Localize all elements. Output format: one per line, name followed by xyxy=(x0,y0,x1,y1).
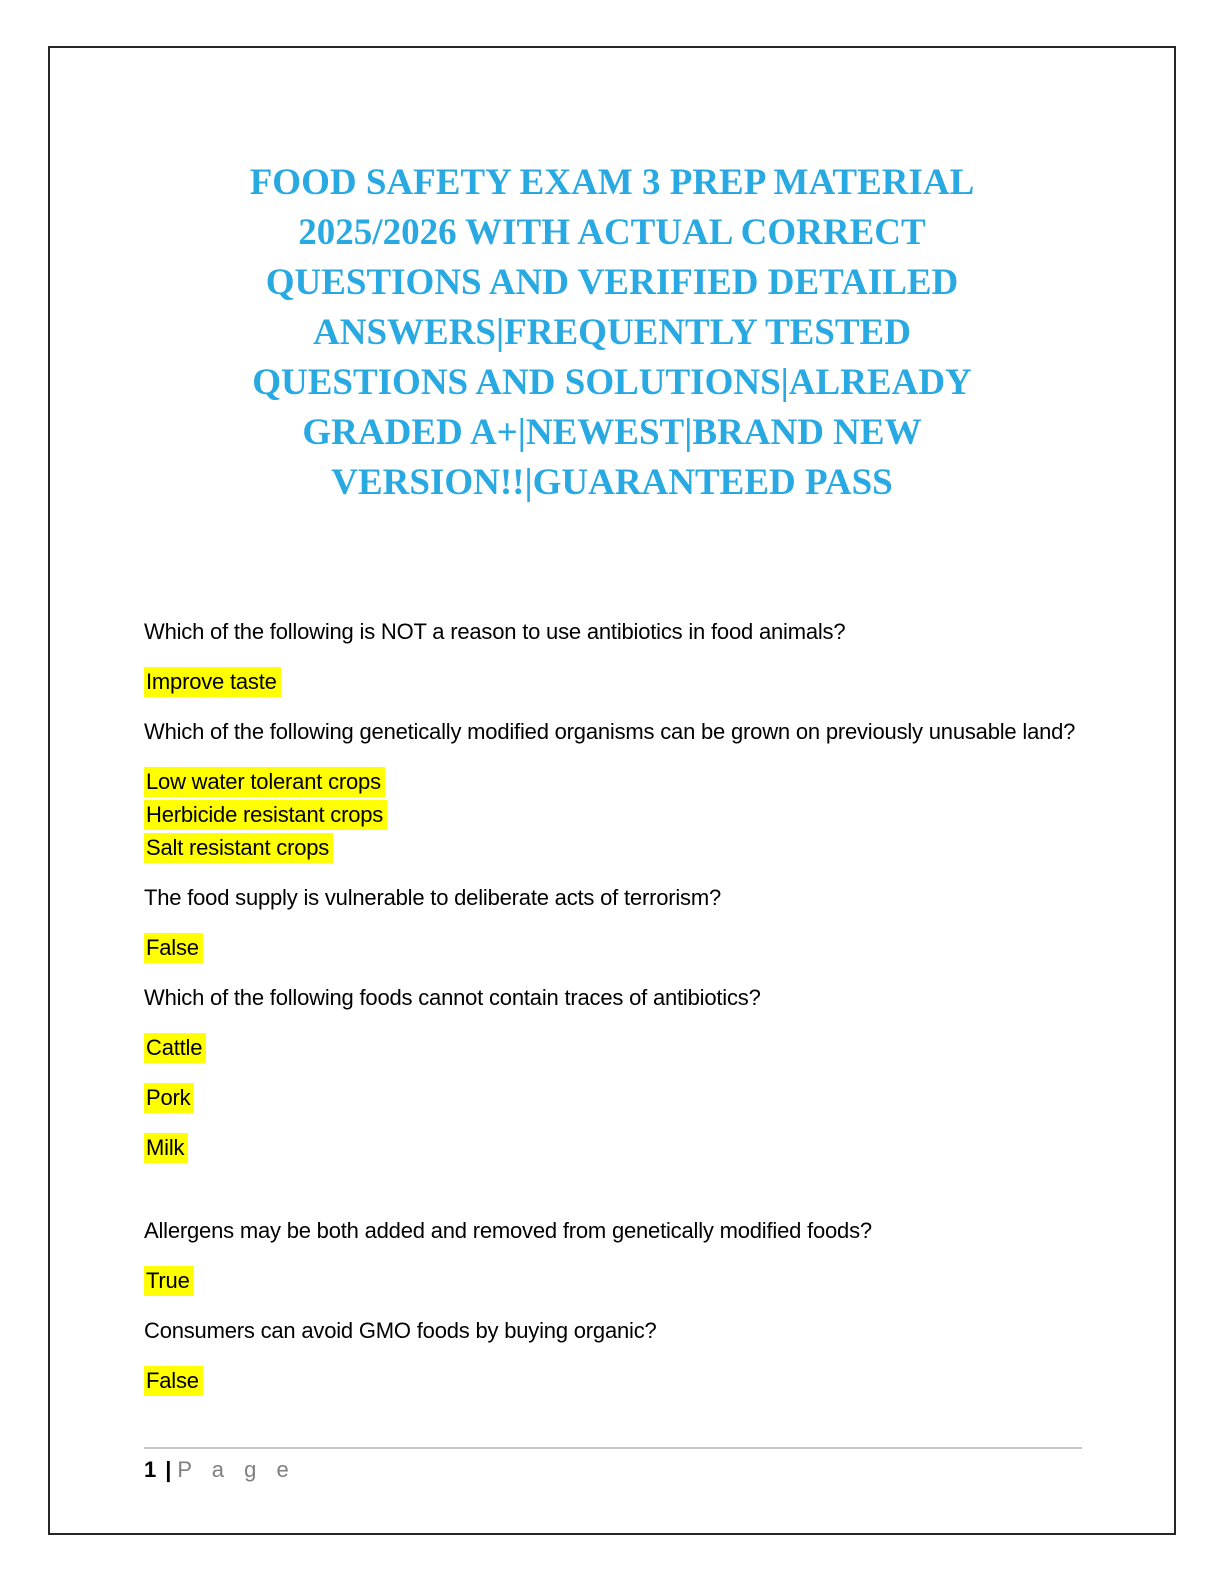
highlighted-answer: False xyxy=(144,933,203,963)
highlighted-answer: True xyxy=(144,1266,194,1296)
answer-line xyxy=(144,798,1080,831)
highlighted-answer: Improve taste xyxy=(144,667,281,697)
question-text: Allergens may be both added and removed from genetically modified foods? xyxy=(144,1218,872,1243)
answer-line xyxy=(144,1031,1080,1064)
highlighted-answer: Salt resistant crops xyxy=(144,833,333,863)
title-line: ANSWERS|FREQUENTLY TESTED xyxy=(313,312,911,353)
answer-line xyxy=(144,1364,1080,1397)
question-text: Which of the following foods cannot contain traces of antibiotics? xyxy=(144,985,761,1010)
page-number: 1 xyxy=(144,1457,157,1482)
title-line: QUESTIONS AND SOLUTIONS|ALREADY xyxy=(252,362,972,403)
answer-line xyxy=(144,831,1080,864)
question-text: The food supply is vulnerable to deliberate acts of terrorism? xyxy=(144,885,722,910)
question-text: Which of the following genetically modified organisms can be grown on previously unusable land? xyxy=(144,719,1076,744)
question-answer-list xyxy=(144,615,1080,1414)
document-title xyxy=(122,158,1102,508)
answer-line xyxy=(144,1264,1080,1297)
highlighted-answer: Herbicide resistant crops xyxy=(144,800,387,830)
title-line: QUESTIONS AND VERIFIED DETAILED xyxy=(265,262,959,303)
highlighted-answer: Milk xyxy=(144,1133,188,1163)
highlighted-answer: Low water tolerant crops xyxy=(144,767,385,797)
highlighted-answer: False xyxy=(144,1366,203,1396)
title-line: GRADED A+|NEWEST|BRAND NEW xyxy=(302,412,922,453)
answer-line xyxy=(144,765,1080,798)
footer-page-label: P a g e xyxy=(177,1457,296,1482)
page-footer xyxy=(144,1447,1082,1483)
title-line: VERSION!!|GUARANTEED PASS xyxy=(331,462,893,503)
title-line: FOOD SAFETY EXAM 3 PREP MATERIAL xyxy=(249,162,975,203)
title-line: 2025/2026 WITH ACTUAL CORRECT xyxy=(298,212,926,253)
answer-line xyxy=(144,1131,1080,1164)
answer-group xyxy=(144,765,1080,864)
question-text: Which of the following is NOT a reason to use antibiotics in food animals? xyxy=(144,619,846,644)
highlighted-answer: Pork xyxy=(144,1083,194,1113)
highlighted-answer: Cattle xyxy=(144,1033,206,1063)
footer-separator: | xyxy=(165,1457,172,1482)
answer-line xyxy=(144,1081,1080,1114)
question-text: Consumers can avoid GMO foods by buying organic? xyxy=(144,1318,657,1343)
answer-line xyxy=(144,931,1080,964)
answer-line xyxy=(144,665,1080,698)
paragraph-spacer xyxy=(144,1181,1080,1214)
